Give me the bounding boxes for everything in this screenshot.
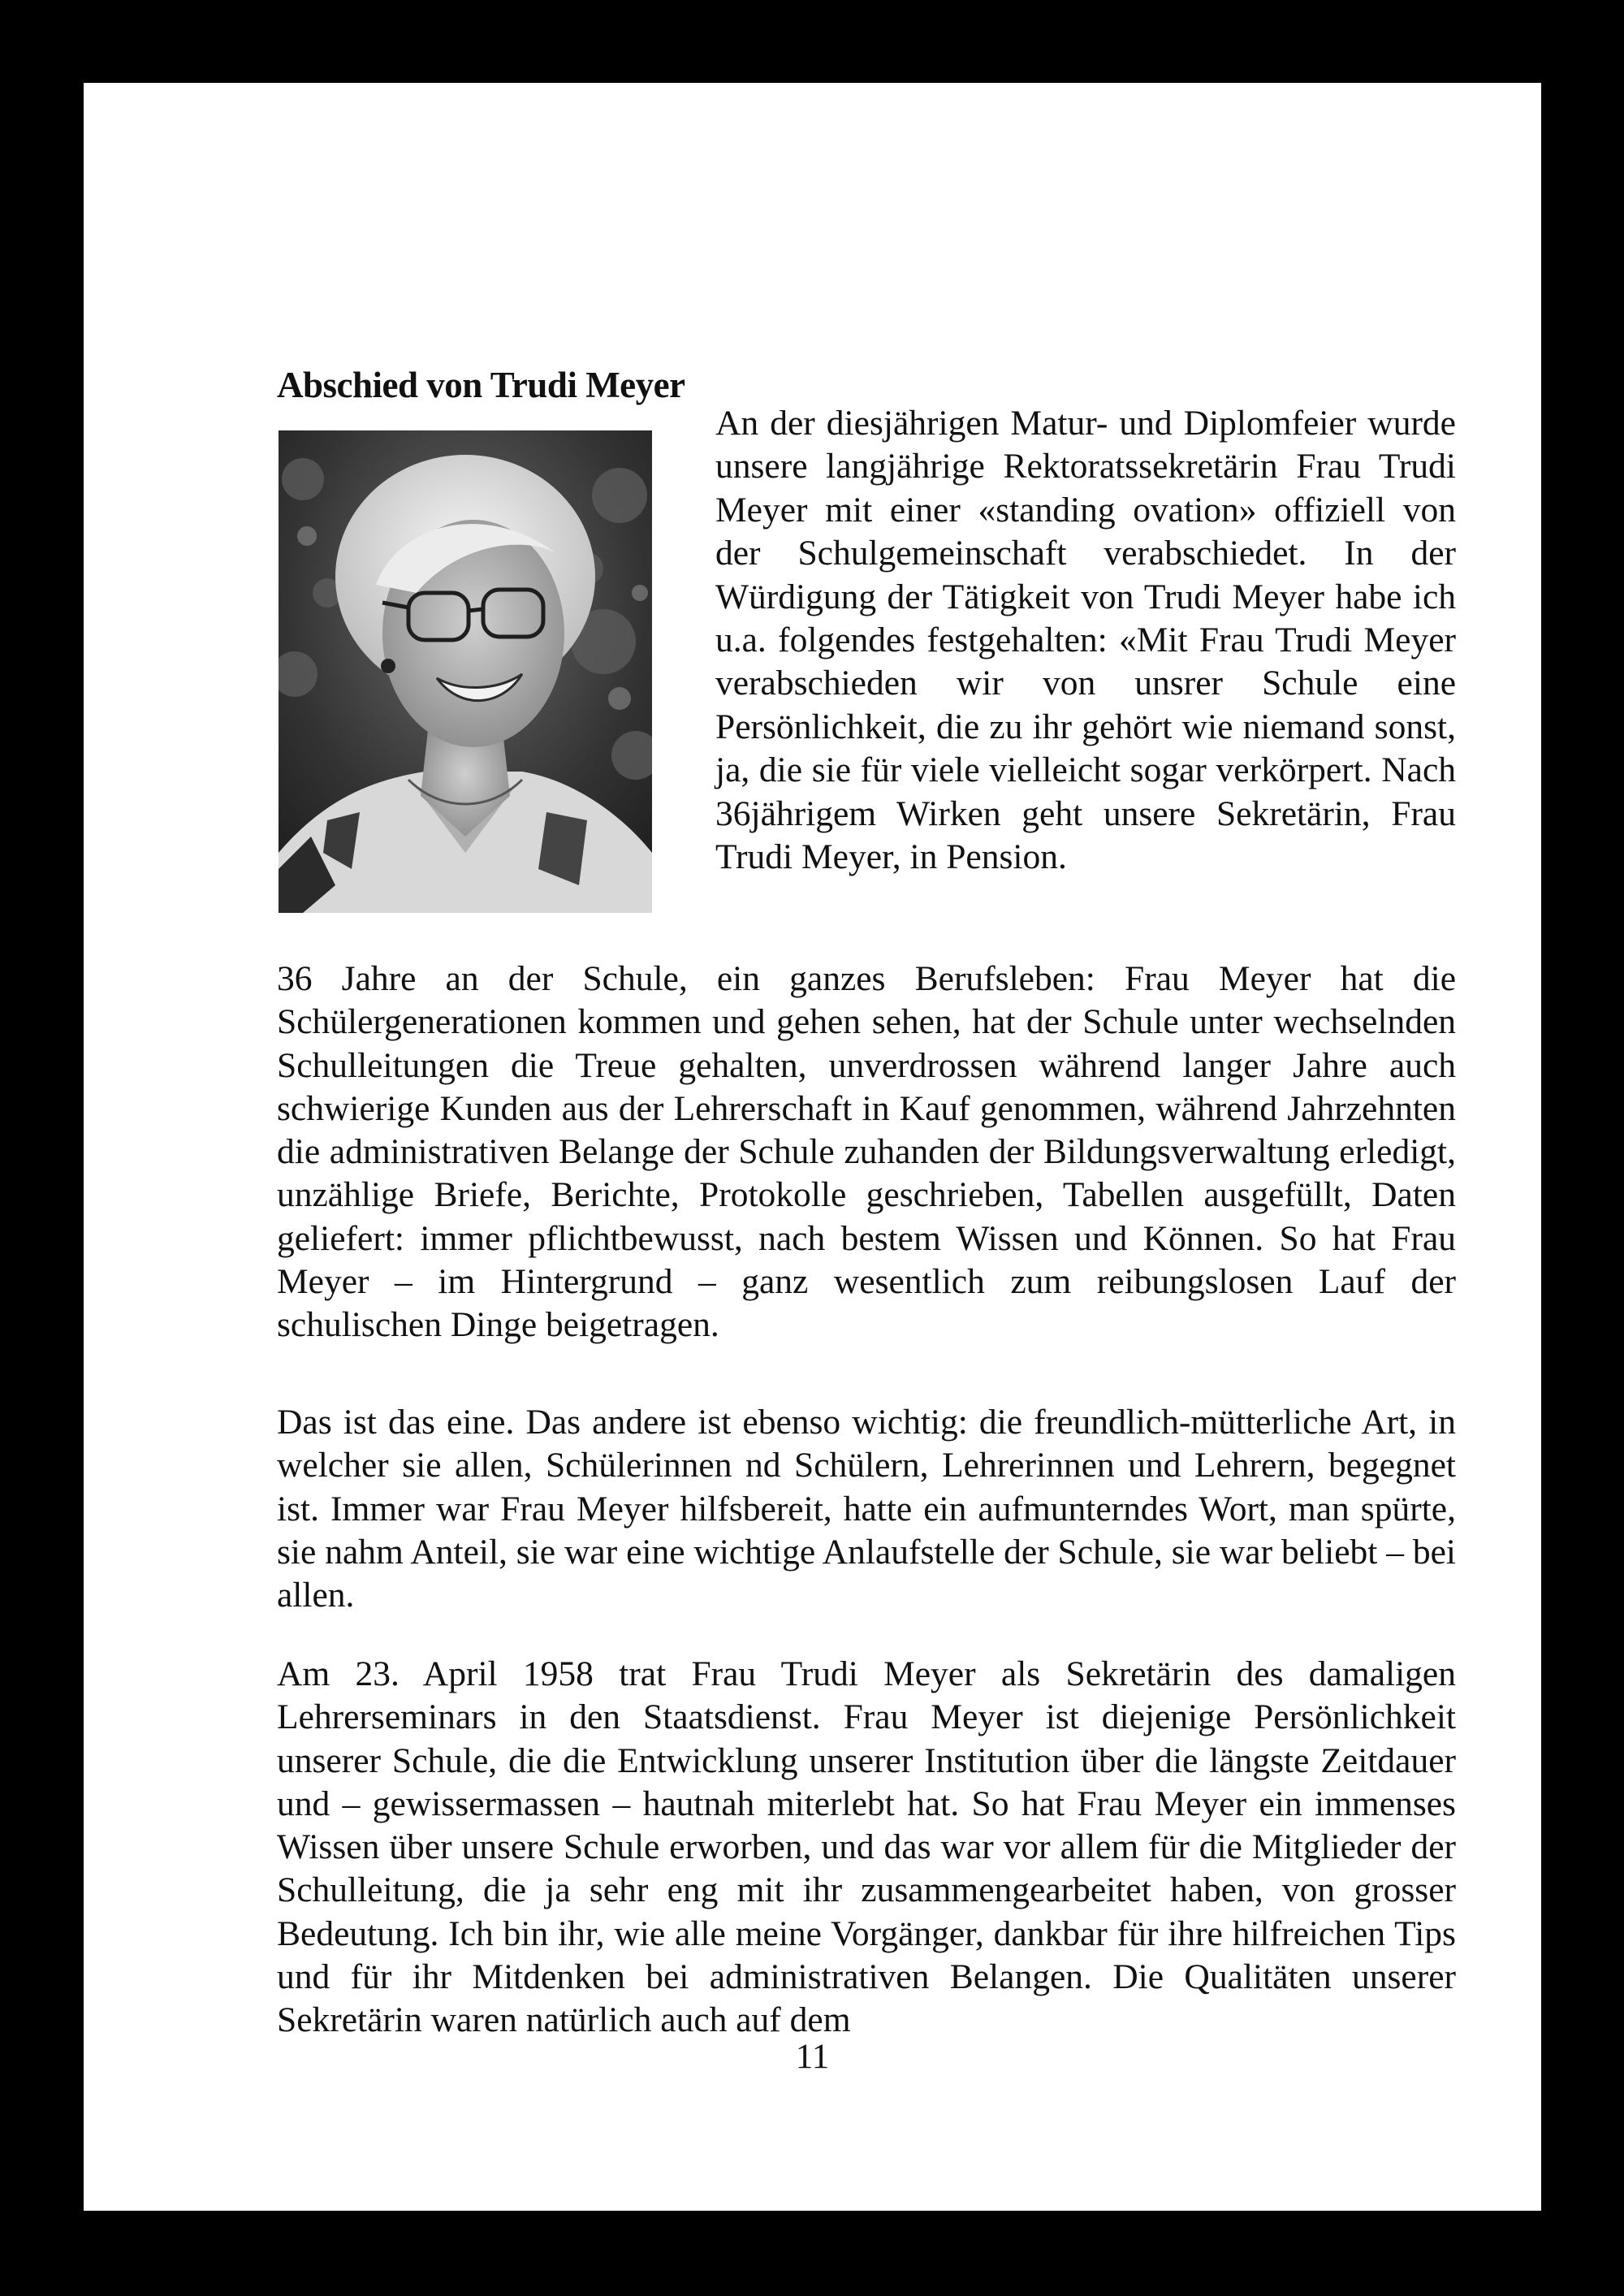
article-heading: Abschied von Trudi Meyer <box>277 365 685 405</box>
page-number: 11 <box>795 2038 830 2076</box>
body-paragraph: Am 23. April 1958 trat Frau Trudi Meyer als Sekretärin des damaligen Lehrerseminars in den Staatsdienst. Frau Meyer ist diejenige Persönlichkeit unserer Schule, die die Entwicklung unserer Institution über die längste Zeitdauer und – gewissermassen – hautnah miterlebt hat. So hat Frau Meyer ein immenses Wissen über unsere Schule erworben, und das war vor allem für die Mitglieder der Schulleitung, die ja sehr eng mit ihr zusammengearbeitet haben, von grosser Bedeutung. Ich bin ihr, wie alle meine Vorgänger, dankbar für ihre hilfreichen Tips und für ihr Mitdenken bei administrativen Belangen. Die Qualitäten unserer Sekretärin waren natürlich auch auf dem <box>277 1654 1456 2040</box>
document-page <box>84 83 1541 2211</box>
portrait-photo-graphic <box>279 430 652 913</box>
intro-paragraph: An der diesjährigen Matur- und Diplomfeier wurde unsere langjährige Rektoratssekretärin Frau Trudi Meyer mit einer «standing ovation» offiziell von der Schulgemeinschaft verabschiedet. In der Würdigung der Tätigkeit von Trudi Meyer habe ich u.a. folgendes festgehalten: «Mit Frau Trudi Meyer verabschieden wir von unsrer Schule eine Persönlichkeit, die zu ihr gehört wie niemand sonst, ja, die sie für viele vielleicht sogar verkörpert. Nach 36jährigem Wirken geht unsere Sekretärin, Frau Trudi Meyer, in Pension. <box>715 404 1456 877</box>
body-paragraph: Das ist das eine. Das andere ist ebenso wichtig: die freundlich-mütterliche Art, in welcher sie allen, Schülerinnen nd Schülern, Lehrerinnen und Lehrern, begegnet ist. Immer war Frau Meyer hilfsbereit, hatte ein aufmunterndes Wort, man spürte, sie nahm Anteil, sie war eine wichtige Anlaufstelle der Schule, sie war beliebt – bei allen. <box>277 1403 1456 1615</box>
portrait-photo <box>279 430 652 913</box>
body-paragraph: 36 Jahre an der Schule, ein ganzes Berufsleben: Frau Meyer hat die Schülergenerationen kommen und gehen sehen, hat der Schule unter wechselnden Schulleitungen die Treue gehalten, unverdrossen während langer Jahre auch schwierige Kunden aus der Lehrerschaft in Kauf genommen, während Jahrzehnten die administrativen Belange der Schule zuhanden der Bildungsverwaltung erledigt, unzählige Briefe, Berichte, Protokolle geschrieben, Tabellen ausgefüllt, Daten geliefert: immer pflichtbewusst, nach bestem Wissen und Können. So hat Frau Meyer – im Hintergrund – ganz wesentlich zum reibungslosen Lauf der schulischen Dinge beigetragen. <box>277 959 1456 1345</box>
